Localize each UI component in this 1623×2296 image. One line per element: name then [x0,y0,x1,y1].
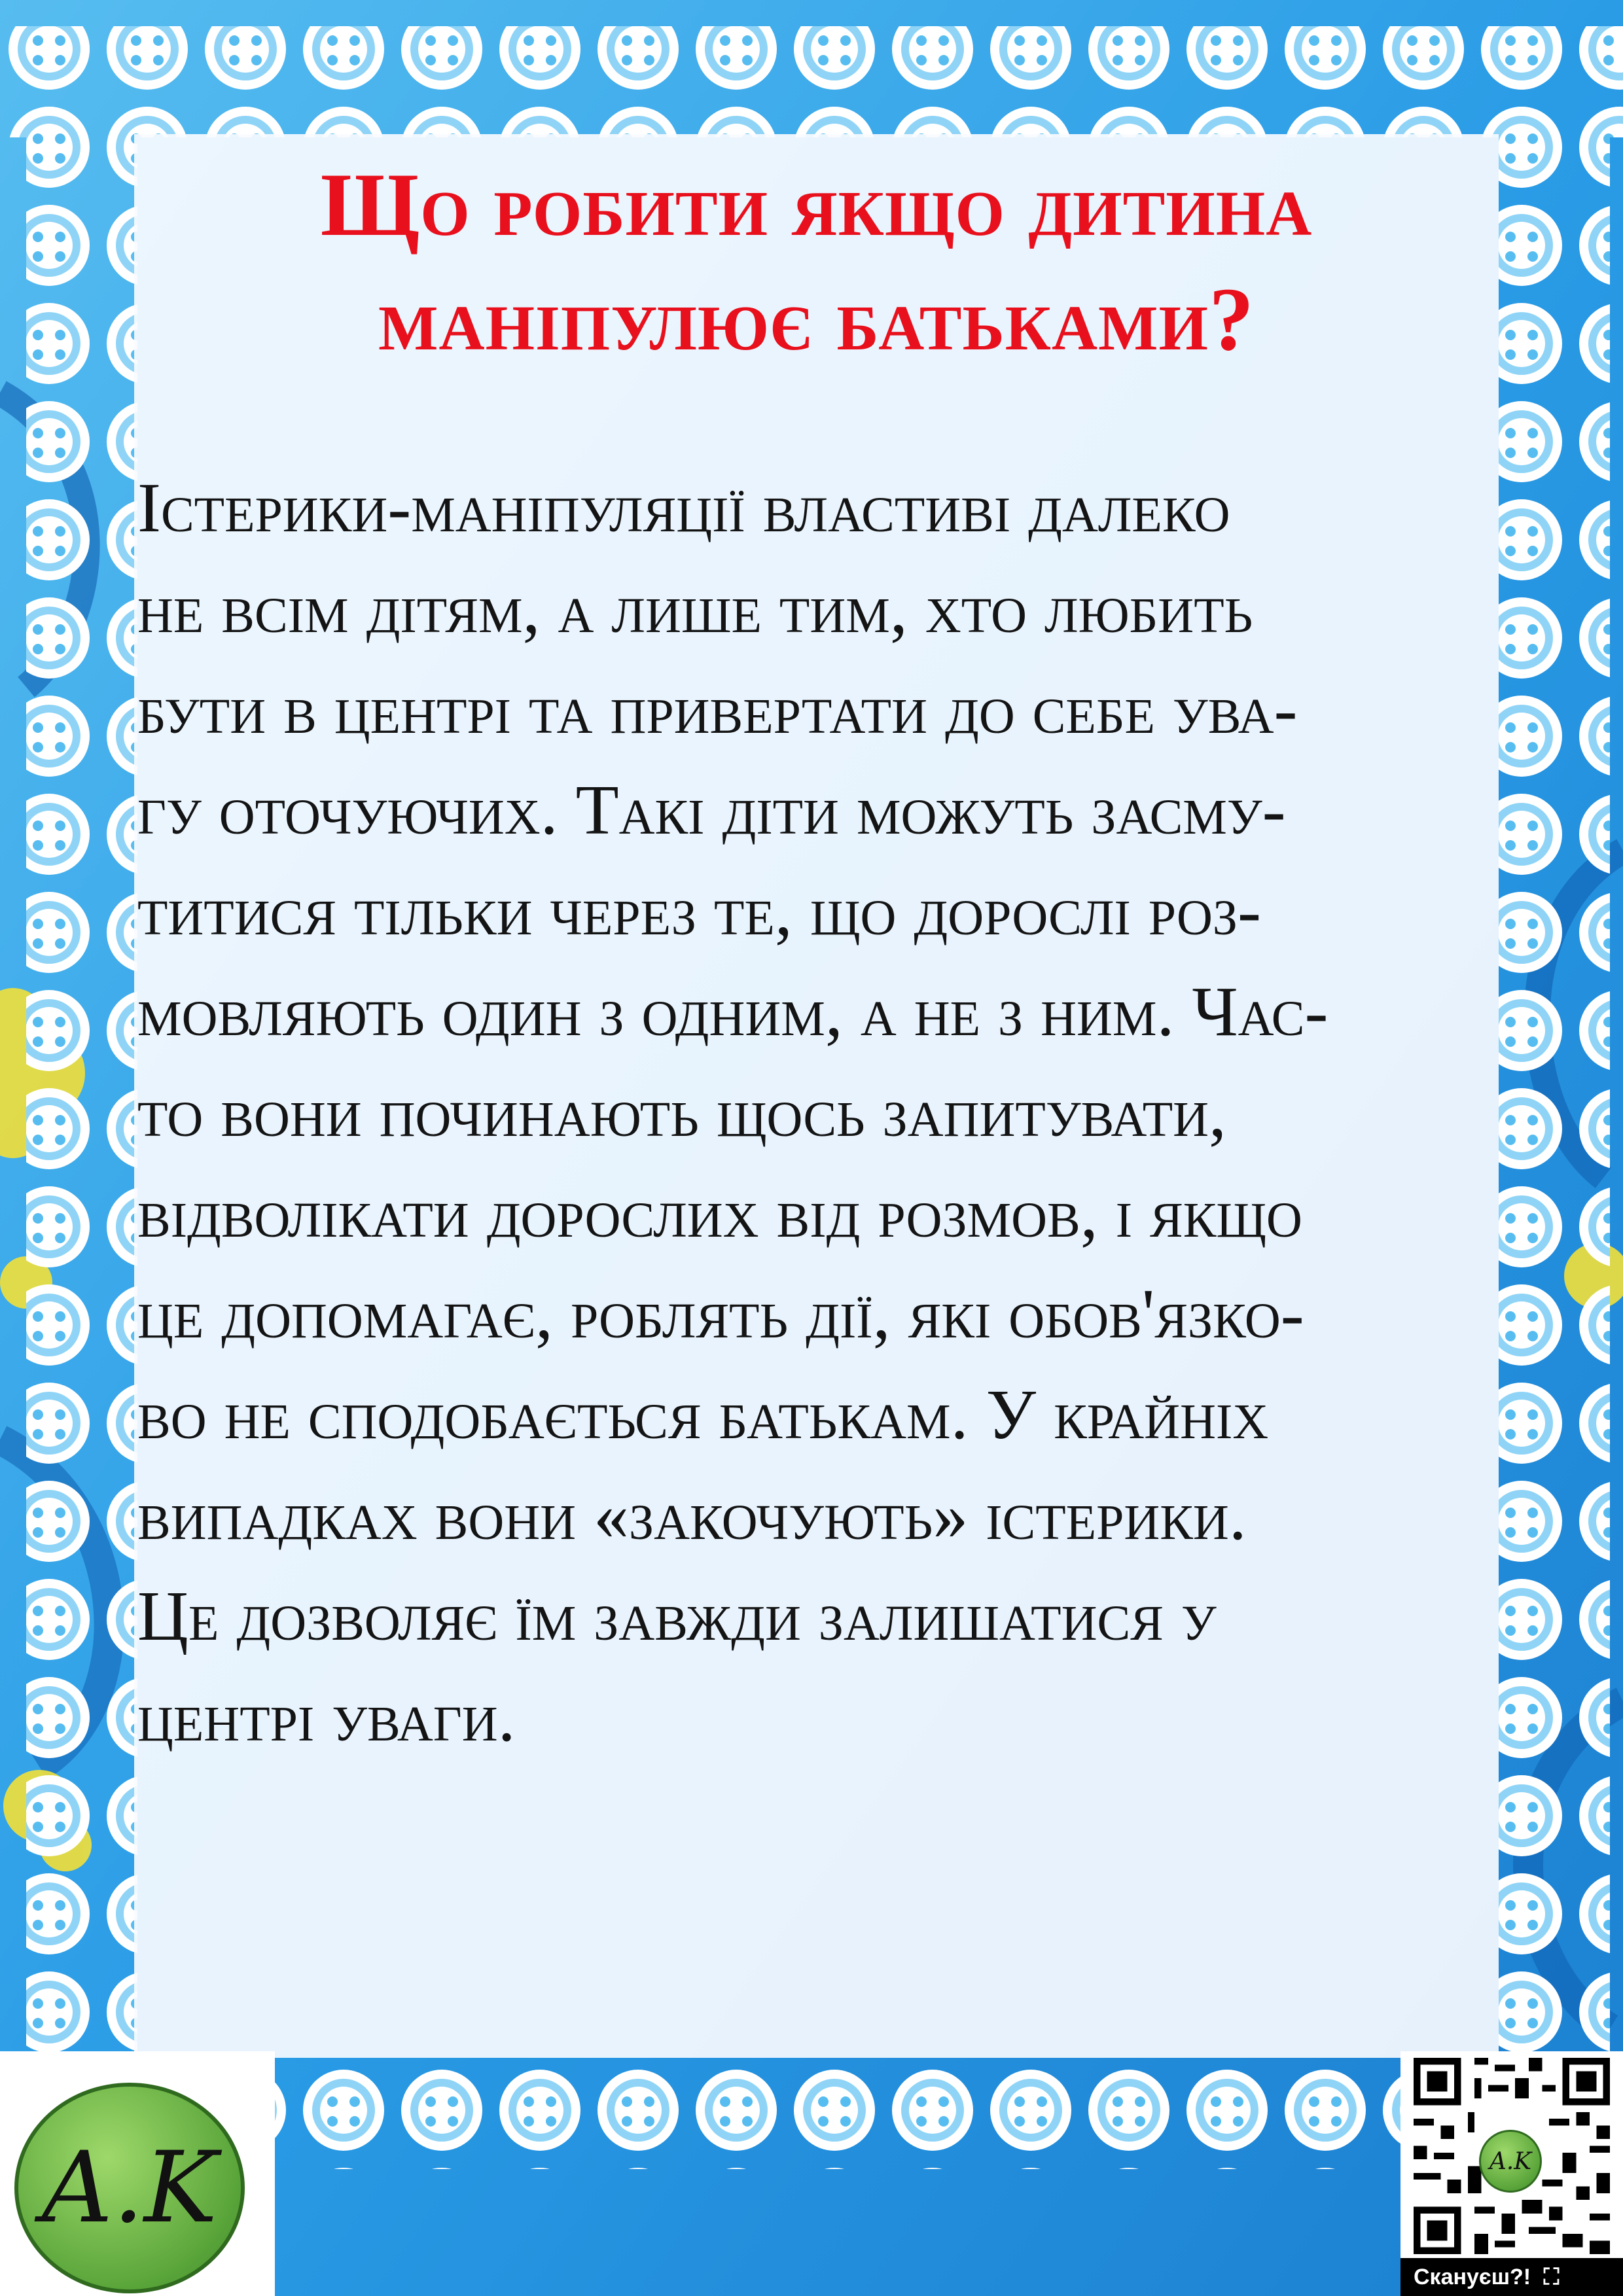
body-line: бути в центрі та привертати до себе ува- [137,671,1298,749]
body-line: відволікати дорослих від розмов, і якщо [137,1174,1302,1252]
qr-logo-badge: A.K [1479,2130,1542,2193]
body-line: це допомагає, роблять дії, які обов'язко- [137,1275,1304,1353]
title-line: Що робити якщо дитина [320,154,1313,255]
body-line: титися тільки через те, що дорослі роз- [137,872,1261,950]
qr-scan-text: Скануєш?! [1414,2265,1531,2289]
body-line: випадках вони «закочують» істерики. [137,1477,1247,1555]
body-line: Істерики-маніпуляції властиві далеко [137,469,1230,547]
title-line: маніпулює батьками? [378,269,1255,369]
body-paragraph [137,458,1492,1768]
qr-scan-label [1400,2258,1623,2296]
body-line: не всім дітям, а лише тим, хто любить [137,570,1253,648]
author-logo [0,2051,275,2296]
body-line: гу оточуючих. Такі діти можуть засму- [137,771,1286,849]
body-line: Це дозволяє їм завжди залишатися у [137,1578,1217,1655]
body-line: то вони починають щось запитувати, [137,1074,1227,1152]
qr-code-block[interactable] [1400,2051,1623,2296]
scan-icon: ⛶ [1543,2265,1560,2289]
body-line: мовляють один з одним, а не з ним. Час- [137,973,1329,1051]
logo-text: A.K [41,2131,218,2245]
logo-badge [14,2083,245,2293]
page-title [134,147,1499,376]
body-line: во не сподобається батькам. У крайніх [137,1376,1269,1454]
body-line: центрі уваги. [137,1678,516,1756]
